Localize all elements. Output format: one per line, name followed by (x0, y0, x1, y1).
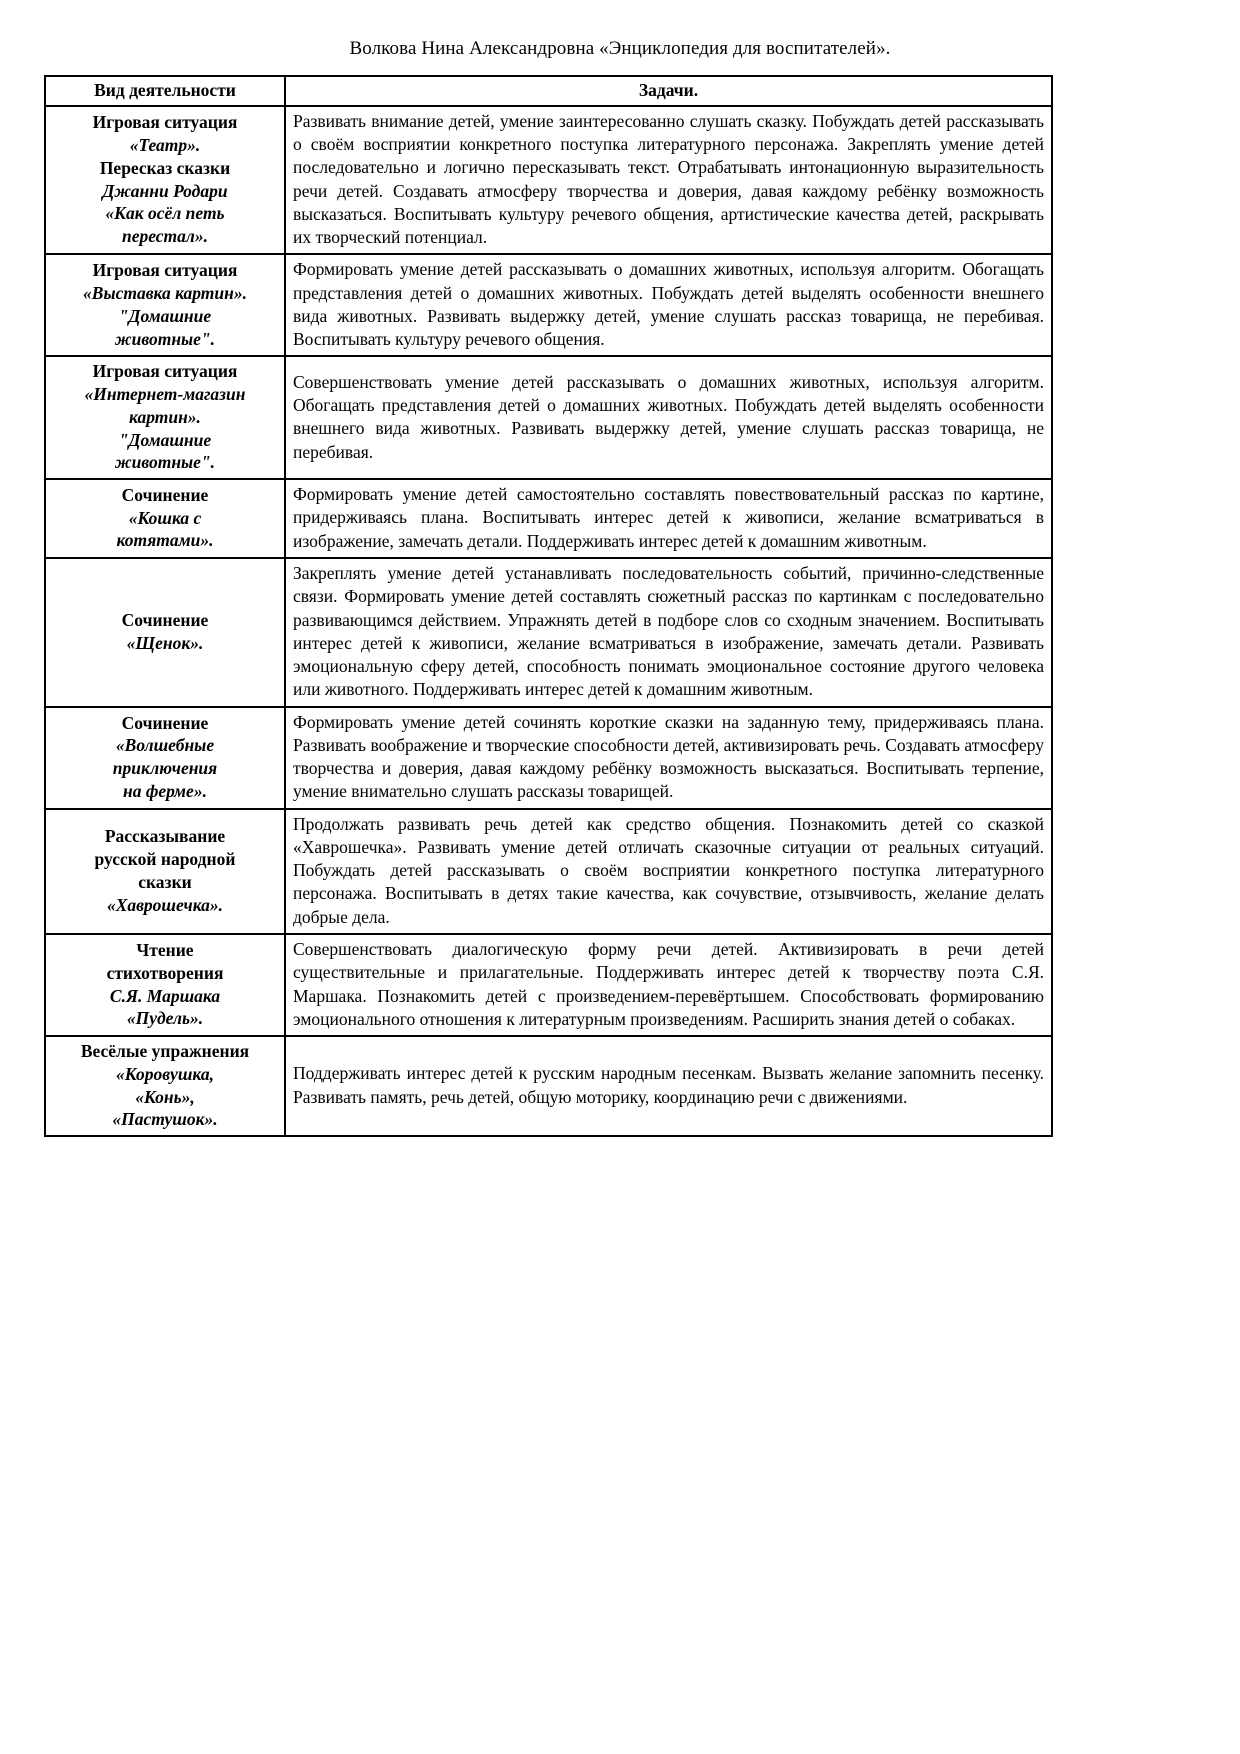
activity-line: Игровая ситуация (92, 112, 238, 133)
activity-cell (45, 106, 285, 255)
activity-cell (45, 356, 285, 479)
activity-line: котятами». (116, 530, 214, 551)
activity-line: Рассказывание (104, 826, 226, 847)
tasks-cell: Совершенствовать диалогическую форму речи детей. Активизировать в речи детей существительные и прилагательные. Поддерживать интерес детей к творчеству поэта С.Я. Маршака. Познакомить детей с произведением-перевёртышем. Способствовать формированию эмоционального отношения к литературным произведениям. Расширить знания детей о собаках. (285, 934, 1052, 1036)
activity-line: «Хаврошечка». (106, 894, 224, 915)
tasks-cell: Формировать умение детей самостоятельно составлять повествовательный рассказ по картине, придерживаясь плана. Воспитывать интерес детей к живописи, желание всматриваться в изображение, замечать детали. Поддерживать интерес детей к домашним животным. (285, 479, 1052, 558)
activity-line: «Театр». (129, 135, 201, 156)
activity-cell (45, 934, 285, 1036)
activity-line: «Волшебные (115, 735, 215, 756)
table-header-row (45, 76, 1052, 106)
table-row (45, 479, 1052, 558)
tasks-cell: Совершенствовать умение детей рассказывать о домашних животных, используя алгоритм. Обогащать представления детей о домашних животных. Побуждать детей выделять особенности внешнего вида животных. Развивать выдержку детей, умение слушать рассказ товарища, не перебивая. (285, 356, 1052, 479)
activity-line: Весёлые упражнения (80, 1041, 250, 1062)
activity-tasks-table (44, 75, 1053, 1137)
activity-line: «Как осёл петь (105, 203, 225, 224)
activity-line: «Пастушок». (112, 1109, 218, 1130)
tasks-cell: Продолжать развивать речь детей как средство общения. Познакомить детей со сказкой «Хаврошечка». Развивать умение детей отличать сказочные ситуации от реальных ситуаций. Побуждать детей рассказывать о своём восприятии конкретного поступка литературного персонажа. Воспитывать в детях такие качества, как сочувствие, отзывчивость, желание делать добрые дела. (285, 809, 1052, 934)
activity-line: Чтение (136, 940, 194, 961)
activity-line: "Домашние (118, 429, 212, 450)
activity-line: Сочинение (121, 484, 209, 505)
activity-line: "Домашние (118, 305, 212, 326)
activity-line: Пересказ сказки (99, 157, 231, 178)
activity-line: на ферме». (123, 780, 207, 801)
activity-line: Игровая ситуация (92, 260, 238, 281)
tasks-cell: Развивать внимание детей, умение заинтересованно слушать сказку. Побуждать детей рассказывать о своём восприятии конкретного поступка литературного персонажа. Закреплять умение детей последовательно и логично пересказывать текст. Отрабатывать интонационную выразительность речи детей. Создавать атмосферу творчества и доверия, давая каждому ребёнку возможность высказаться. Воспитывать культуру речевого общения, артистические качества детей, раскрывать их творческий потенциал. (285, 106, 1052, 255)
table-row (45, 707, 1052, 809)
document-title: Волкова Нина Александровна «Энциклопедия для воспитателей». (349, 38, 891, 59)
activity-line: Игровая ситуация (92, 361, 238, 382)
activity-line: «Коровушка, (116, 1063, 214, 1084)
activity-line: Сочинение (121, 712, 209, 733)
tasks-cell: Формировать умение детей рассказывать о домашних животных, используя алгоритм. Обогащать представления детей о домашних животных. Побуждать детей выделять особенности внешнего вида животных. Развивать выдержку детей, умение слушать рассказ товарища, не перебивая. Воспитывать культуру речевого общения. (285, 254, 1052, 356)
activity-line: картин». (129, 406, 201, 427)
activity-line: «Интернет-магазин (84, 384, 246, 405)
table-body (45, 106, 1052, 1136)
activity-line: «Кошка с (128, 507, 202, 528)
activity-line: приключения (112, 758, 218, 779)
table-row (45, 254, 1052, 356)
tasks-cell: Закреплять умение детей устанавливать последовательность событий, причинно-следственные связи. Формировать умение детей составлять сюжетный рассказ по картинкам с последовательно развивающимся действием. Упражнять детей в подборе слов со сходным значением. Воспитывать интерес детей к живописи, желание всматриваться в изображение, замечать детали. Развивать эмоциональную сферу детей, способность понимать эмоциональное состояние другого человека или животного. Поддерживать интерес детей к домашним животным. (285, 558, 1052, 707)
activity-cell (45, 1036, 285, 1136)
activity-cell (45, 479, 285, 558)
activity-line: перестал». (121, 226, 209, 247)
activity-line: Сочинение (121, 610, 209, 631)
table-row (45, 356, 1052, 479)
activity-cell (45, 809, 285, 934)
activity-line: «Выставка картин». (83, 283, 247, 304)
activity-line: Джанни Родари (102, 180, 228, 201)
activity-cell (45, 254, 285, 356)
activity-line: животные". (114, 328, 216, 349)
activity-line: «Пудель». (126, 1008, 204, 1029)
activity-line: сказки (138, 871, 192, 892)
activity-cell (45, 707, 285, 809)
table-row (45, 1036, 1052, 1136)
activity-line: стихотворения (106, 962, 224, 983)
activity-line: русской народной (94, 849, 236, 870)
activity-line: «Щенок». (126, 632, 204, 653)
tasks-cell: Формировать умение детей сочинять короткие сказки на заданную тему, придерживаясь плана. Развивать воображение и творческие способности детей, активизировать речь. Создавать атмосферу творчества и доверия, давая каждому ребёнку возможность высказаться. Воспитывать терпение, умение внимательно слушать рассказы товарищей. (285, 707, 1052, 809)
activity-cell (45, 558, 285, 707)
table-row (45, 934, 1052, 1036)
activity-line: «Конь», (135, 1086, 195, 1107)
tasks-cell: Поддерживать интерес детей к русским народным песенкам. Вызвать желание запомнить песенку. Развивать память, речь детей, общую моторику, координацию речи с движениями. (285, 1036, 1052, 1136)
column-header-activity: Вид деятельности (45, 76, 285, 106)
table-row (45, 809, 1052, 934)
table-row (45, 106, 1052, 255)
column-header-tasks: Задачи. (285, 76, 1052, 106)
table-row (45, 558, 1052, 707)
activity-line: животные". (114, 452, 216, 473)
activity-line: С.Я. Маршака (109, 985, 221, 1006)
